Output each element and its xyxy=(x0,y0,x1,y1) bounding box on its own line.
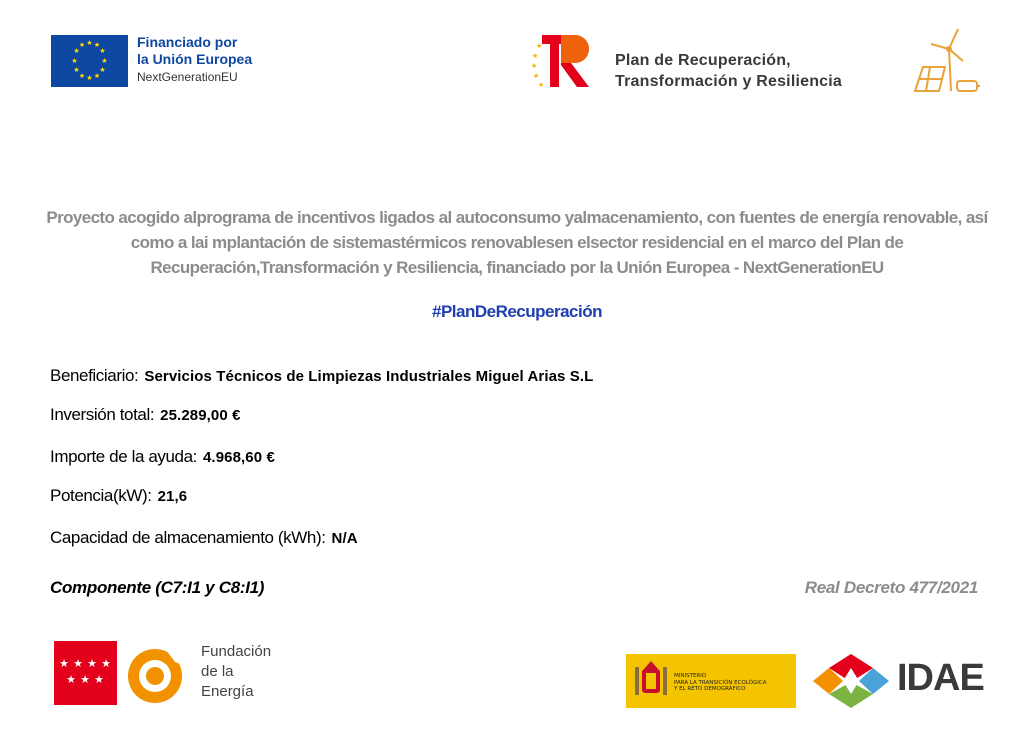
inversion-row xyxy=(50,405,241,425)
comunidad-madrid-flag-icon xyxy=(54,641,117,705)
tr-logo-icon xyxy=(530,32,598,90)
fundacion-energia-logo-icon xyxy=(123,640,191,708)
potencia-label: Potencia(kW): xyxy=(50,486,152,505)
svg-text:★: ★ xyxy=(59,657,69,670)
prtr-title xyxy=(615,50,842,92)
idae-logo-icon xyxy=(811,652,891,710)
svg-text:★: ★ xyxy=(93,41,101,49)
svg-text:★: ★ xyxy=(78,41,86,49)
componente-label: Componente (C7:I1 y C8:I1) xyxy=(50,578,265,597)
svg-text:★: ★ xyxy=(80,673,90,686)
svg-text:★: ★ xyxy=(101,57,108,65)
beneficiario-row xyxy=(50,366,593,386)
fundacion-energia-label xyxy=(201,642,271,702)
fundacion-line-2: de la xyxy=(201,663,234,680)
importe-label: Importe de la ayuda: xyxy=(50,447,197,466)
potencia-row xyxy=(50,486,187,506)
svg-text:★: ★ xyxy=(66,673,76,686)
beneficiario-value: Servicios Técnicos de Limpiezas Industriales Miguel Arias S.L xyxy=(144,368,594,385)
svg-text:★: ★ xyxy=(99,47,106,55)
capacidad-value: N/A xyxy=(331,530,358,547)
svg-text:★: ★ xyxy=(533,72,540,80)
spain-coat-of-arms-icon xyxy=(632,659,670,703)
svg-text:★: ★ xyxy=(86,74,93,82)
svg-text:★: ★ xyxy=(87,657,97,670)
ministerio-line-1: MINISTERIO xyxy=(674,673,707,679)
svg-text:★: ★ xyxy=(532,52,539,60)
svg-text:★: ★ xyxy=(78,72,86,80)
potencia-value: 21,6 xyxy=(157,488,188,505)
ministerio-line-2: PARA LA TRANSICIÓN ECOLÓGICA xyxy=(674,679,767,686)
importe-row xyxy=(50,447,275,467)
prtr-line-2: Transformación y Resiliencia xyxy=(615,73,843,90)
svg-text:★: ★ xyxy=(531,62,538,70)
eu-line-1: Financiado por xyxy=(137,34,238,50)
capacidad-row xyxy=(50,528,358,548)
inversion-label: Inversión total: xyxy=(50,405,155,424)
ministerio-logo xyxy=(626,654,796,708)
svg-text:★: ★ xyxy=(73,66,80,74)
capacidad-label: Capacidad de almacenamiento (kWh): xyxy=(50,528,326,547)
project-statement: Proyecto acogido alprograma de incentivos ligados al autoconsumo yalmacenamiento, con fuentes de energía renovable, así como a lai mplantación de sistemastérmicos renovablesen elsector residencial en el marco del Plan de Recuperación,Transformación y Resiliencia, financiado por la Unión Europea - NextGenerationEU xyxy=(46,208,988,277)
eu-line-3: NextGenerationEU xyxy=(137,70,238,84)
svg-text:★: ★ xyxy=(101,657,111,670)
svg-text:★: ★ xyxy=(73,47,80,55)
eu-flag-icon xyxy=(51,35,128,87)
svg-text:★: ★ xyxy=(538,81,545,89)
svg-text:★: ★ xyxy=(99,66,106,74)
fundacion-line-1: Fundación xyxy=(201,643,272,660)
inversion-value: 25.289,00 € xyxy=(160,407,241,424)
svg-text:★: ★ xyxy=(536,42,543,50)
svg-text:★: ★ xyxy=(94,673,104,686)
idae-label: IDAE xyxy=(897,657,984,699)
hashtag: #PlanDeRecuperación xyxy=(431,302,602,321)
eu-line-2: la Unión Europea xyxy=(137,51,253,67)
svg-text:★: ★ xyxy=(93,72,101,80)
prtr-line-1: Plan de Recuperación, xyxy=(615,52,791,69)
wind-solar-battery-icon xyxy=(911,27,981,95)
real-decreto-label: Real Decreto 477/2021 xyxy=(804,578,978,597)
ministerio-text xyxy=(674,673,766,693)
eu-funding-label xyxy=(137,34,252,86)
ministerio-line-3: Y EL RETO DEMOGRÁFICO xyxy=(674,686,746,692)
svg-text:★: ★ xyxy=(71,57,78,65)
svg-text:★: ★ xyxy=(73,657,83,670)
beneficiario-label: Beneficiario: xyxy=(50,366,139,385)
svg-text:★: ★ xyxy=(86,39,93,47)
fundacion-line-3: Energía xyxy=(201,683,254,700)
importe-value: 4.968,60 € xyxy=(202,449,275,466)
